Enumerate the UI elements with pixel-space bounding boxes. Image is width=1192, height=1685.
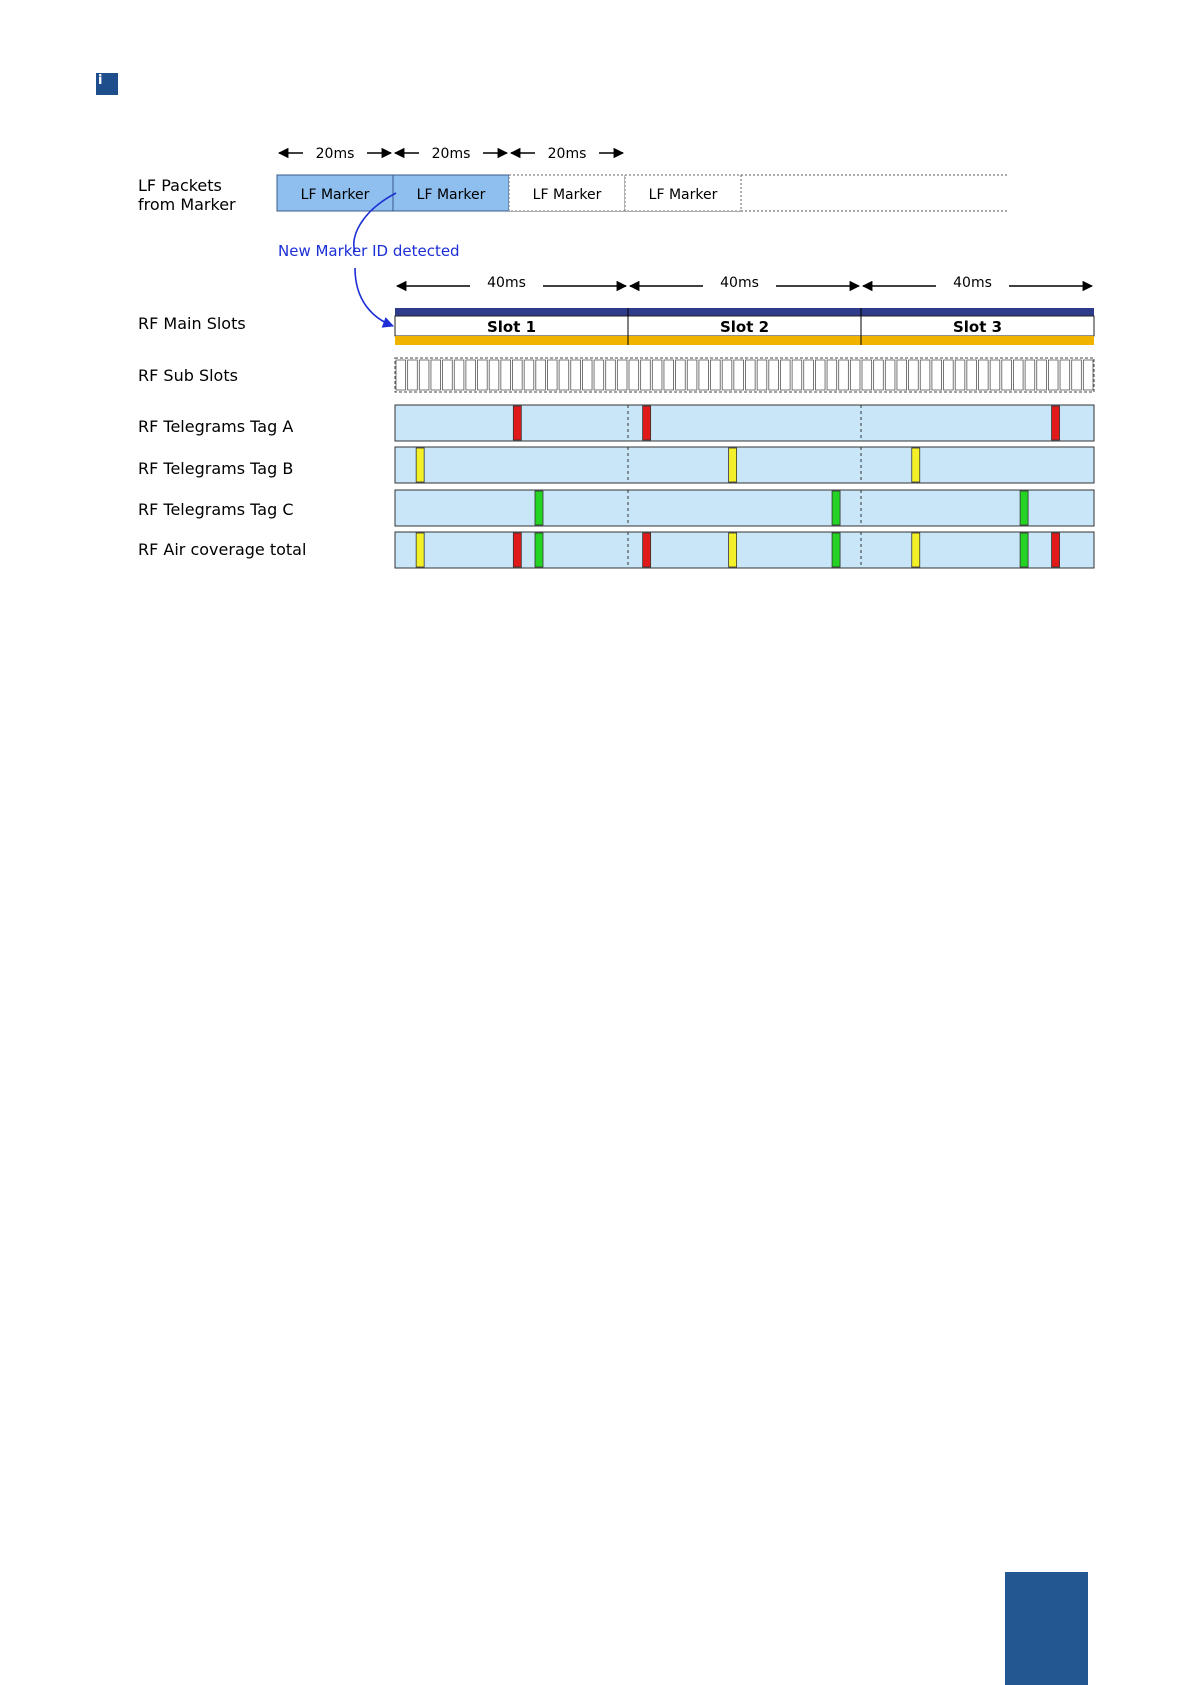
main-slot-label: Slot 1 — [486, 318, 537, 336]
rf-tag-c-label: RF Telegrams Tag C — [138, 500, 294, 519]
telegram-marker — [912, 533, 920, 567]
sub-slot — [722, 360, 732, 390]
sub-slot — [862, 360, 872, 390]
sub-slot — [699, 360, 709, 390]
sub-slot — [874, 360, 884, 390]
main-slot-label: Slot 3 — [952, 318, 1003, 336]
sub-slot — [1002, 360, 1012, 390]
sub-slot — [664, 360, 674, 390]
sub-slot — [967, 360, 977, 390]
telegram-marker — [416, 448, 424, 482]
lf-row-label-line-2: from Marker — [138, 195, 236, 214]
sub-slot — [652, 360, 662, 390]
sub-slot — [757, 360, 767, 390]
sub-slot — [1072, 360, 1082, 390]
telegram-marker — [1020, 491, 1028, 525]
sub-slot — [606, 360, 616, 390]
sub-slot — [1060, 360, 1070, 390]
rf-main-slots-label: RF Main Slots — [138, 314, 246, 333]
sub-slot — [419, 360, 429, 390]
sub-slot — [466, 360, 476, 390]
rf-interval-label: 40ms — [953, 275, 992, 291]
lf-interval-label: 20ms — [431, 146, 471, 162]
sub-slot — [1048, 360, 1058, 390]
sub-slot — [641, 360, 651, 390]
slot-bottom-bar — [395, 336, 1094, 345]
rf-interval-arrows — [397, 275, 1092, 291]
sub-slot — [582, 360, 592, 390]
sub-slot — [617, 360, 627, 390]
sub-slot — [513, 360, 523, 390]
sub-slot — [839, 360, 849, 390]
sub-slot — [1025, 360, 1035, 390]
sub-slot — [711, 360, 721, 390]
sub-slot — [687, 360, 697, 390]
sub-slot — [792, 360, 802, 390]
rf-interval-label: 40ms — [487, 275, 526, 291]
rf-tag-b-label: RF Telegrams Tag B — [138, 459, 294, 478]
detection-note: New Marker ID detected — [278, 242, 460, 260]
sub-slot — [478, 360, 488, 390]
telegram-marker — [832, 491, 840, 525]
sub-slot — [990, 360, 1000, 390]
air-coverage-lane — [395, 532, 1094, 568]
sub-slot — [489, 360, 499, 390]
telegram-marker — [1052, 406, 1060, 440]
sub-slot — [780, 360, 790, 390]
telegram-marker — [513, 533, 521, 567]
lf-packet-label: LF Marker — [416, 187, 486, 203]
lf-interval-label: 20ms — [547, 146, 587, 162]
sub-slot — [804, 360, 814, 390]
sub-slot — [443, 360, 453, 390]
telegram-lane-c — [395, 490, 1094, 526]
telegram-marker — [643, 406, 651, 440]
telegram-marker — [535, 533, 543, 567]
slot-top-bar — [395, 308, 1094, 316]
telegram-marker — [729, 448, 737, 482]
sub-slot — [734, 360, 744, 390]
telegram-marker — [832, 533, 840, 567]
telegram-lane-b — [395, 447, 1094, 483]
rf-total-label: RF Air coverage total — [138, 540, 307, 559]
lf-interval-label: 20ms — [315, 146, 355, 162]
sub-slot — [1037, 360, 1047, 390]
sub-slot — [559, 360, 569, 390]
lf-packet-label: LF Marker — [300, 187, 370, 203]
sub-slot — [1013, 360, 1023, 390]
sub-slot — [594, 360, 604, 390]
main-slot-label: Slot 2 — [719, 318, 770, 336]
sub-slot — [897, 360, 907, 390]
sub-slot — [1083, 360, 1093, 390]
sub-slot — [885, 360, 895, 390]
sub-slot — [909, 360, 919, 390]
sub-slot — [431, 360, 441, 390]
sub-slot — [396, 360, 406, 390]
sub-slot — [979, 360, 989, 390]
sub-slot — [850, 360, 860, 390]
rf-interval-label: 40ms — [720, 275, 759, 291]
sub-slot — [932, 360, 942, 390]
telegram-marker — [1052, 533, 1060, 567]
lf-row-label-line-1: LF Packets — [138, 176, 222, 195]
sub-slot — [536, 360, 546, 390]
telegram-marker — [535, 491, 543, 525]
sub-slot — [815, 360, 825, 390]
rf-telegram-lanes — [395, 405, 1094, 568]
telegram-marker — [729, 533, 737, 567]
detection-arrow — [355, 268, 393, 326]
sub-slot — [955, 360, 965, 390]
sub-slot — [501, 360, 511, 390]
lf-packets — [277, 175, 741, 211]
rf-sub-slots — [395, 358, 1094, 392]
sub-slot — [944, 360, 954, 390]
sub-slot — [769, 360, 779, 390]
sub-slot — [746, 360, 756, 390]
rf-sub-slots-label: RF Sub Slots — [138, 366, 238, 385]
rf-main-slots — [395, 308, 1094, 345]
telegram-marker — [513, 406, 521, 440]
sub-slot — [524, 360, 534, 390]
sub-slot — [827, 360, 837, 390]
sub-slot — [571, 360, 581, 390]
sub-slot — [629, 360, 639, 390]
sub-slot — [408, 360, 418, 390]
telegram-marker — [1020, 533, 1028, 567]
lf-interval-arrows — [279, 146, 623, 162]
sub-slot — [547, 360, 557, 390]
telegram-marker — [643, 533, 651, 567]
telegram-marker — [416, 533, 424, 567]
rf-tag-a-label: RF Telegrams Tag A — [138, 417, 294, 436]
sub-slot — [676, 360, 686, 390]
page-number-tab — [1005, 1572, 1088, 1685]
telegram-marker — [912, 448, 920, 482]
lf-packet-label: LF Marker — [532, 187, 602, 203]
sub-slot — [454, 360, 464, 390]
sub-slot — [920, 360, 930, 390]
sub-slot-frame — [395, 358, 1094, 392]
info-icon-glyph: i — [98, 73, 103, 88]
lf-packet-label: LF Marker — [648, 187, 718, 203]
telegram-lane-a — [395, 405, 1094, 441]
